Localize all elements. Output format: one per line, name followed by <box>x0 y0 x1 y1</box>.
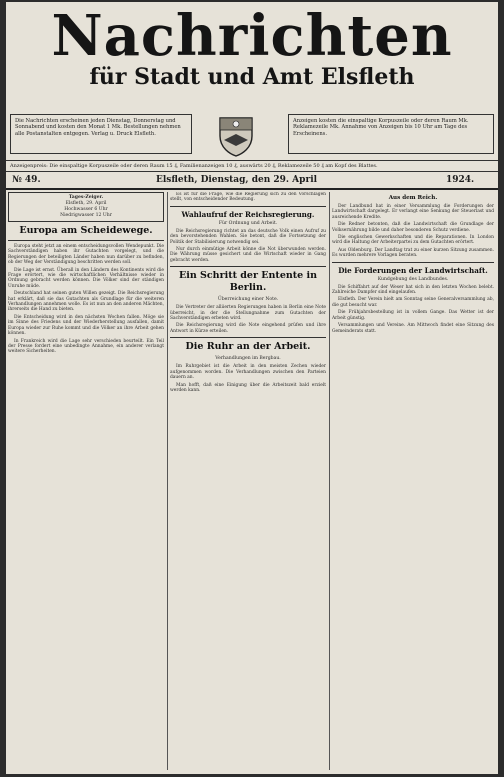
article-paragraph: Im Ruhrgebiet ist die Arbeit in den meisten Zechen wieder aufgenommen worden. Die Verhandlungen zwischen den Parteien dauern an. <box>170 364 326 381</box>
article-paragraph: Die Redner betonten, daß die Landwirtschaft die Grundlage der Volksernährung bilde und daher besonderen Schutz verdiene. <box>332 222 494 233</box>
issue-date: Elsfleth, Dienstag, den 29. April <box>156 175 318 185</box>
article-paragraph: Aus Oldenburg. Der Landtag trat zu einer kurzen Sitzung zusammen. Es wurden mehrere Vorlagen beraten. <box>332 247 494 259</box>
article-paragraph: Die Schiffahrt auf der Weser hat sich in den letzten Wochen belebt. Zahlreiche Dampfer sind eingelaufen. <box>332 284 494 296</box>
column-1 <box>8 192 164 770</box>
article-paragraph: Der Landbund hat in einer Versammlung die Forderungen der Landwirtschaft dargelegt. Er verlangt eine Senkung der Steuerlast und ausreichende Kredite. <box>332 204 494 220</box>
subscription-info-box: Die Nachrichten erscheinen jeden Dienstag, Donnerstag und Sonnabend und kosten den Monat 1 Mk. Bestellungen nehmen alle Postanstalten entgegen. Verlag u. Druck Elsfleth. <box>10 114 192 154</box>
article-headline: Europa am Scheidewege. <box>19 225 153 236</box>
dateline <box>6 172 498 190</box>
coat-of-arms-icon <box>214 112 258 158</box>
article-paragraph: Europa steht jetzt an einem entscheidungsvollen Wendepunkt. Die Sachverständigen haben ihr Gutachten vorgelegt, und die Regierungen der beteiligten Länder haben nun darüber zu befinden, ob der Weg der Verständigung beschritten werden soll. <box>8 244 164 266</box>
article-subheadline: Für Ordnung und Arbeit. <box>218 220 278 226</box>
article-paragraph: Die Vertreter der alliierten Regierungen haben in Berlin eine Note überreicht, in der die Stellungnahme zum Gutachten der Sachverständigen erbeten wird. <box>170 305 326 322</box>
newspaper-subtitle: für Stadt und Amt Elsfleth <box>89 64 415 90</box>
article-paragraph: Nur durch einmütige Arbeit könne die Not überwunden werden. Die Währung müsse gesichert und die Wirtschaft wieder in Gang gebracht werden. <box>170 247 326 263</box>
price-line: Anzeigenpreis: Die einspaltige Korpuszeile oder deren Raum 15 ₰, Familienanzeigen 10 ₰, auswärts 20 ₰, Reklamezeile 50 ₰ am Kopf des Blattes. <box>6 160 498 172</box>
divider <box>170 266 326 267</box>
tide-table-box <box>8 192 164 222</box>
issue-year: 1924. <box>446 175 475 185</box>
tide-table-title: Tages-Zeiger. <box>68 195 104 200</box>
article-paragraph: In Frankreich wird die Lage sehr verschieden beurteilt. Ein Teil der Presse fordert eine unbedingte Annahme, ein anderer verlangt weitere Sicherheiten. <box>8 338 164 355</box>
tide-line: Niedrigwasser 12 Uhr <box>60 213 112 218</box>
article-paragraph: Die Reichsregierung richtet an das deutsche Volk einen Aufruf zu den bevorstehenden Wahlen. Sie betont, daß die Fortsetzung der Politik der Stabilisierung notwendig sei. <box>170 228 326 245</box>
newspaper-page <box>6 2 498 774</box>
column-rule <box>329 192 330 770</box>
article-paragraph: Deutschland hat seinen guten Willen gezeigt. Die Reichsregierung hat erklärt, daß sie das Gutachten als Grundlage für die weiteren Verhandlungen annehmen wolle. Es ist nun an den anderen Mächten, ihrerseits die Hand zu bieten. <box>8 291 164 313</box>
divider <box>170 206 326 207</box>
article-headline: Die Ruhr an der Arbeit. <box>185 341 311 353</box>
tide-line: Hochwasser 6 Uhr <box>64 207 108 212</box>
column-2 <box>170 192 326 770</box>
article-subheadline: Verhandlungen im Bergbau. <box>215 356 281 362</box>
divider <box>8 240 164 241</box>
article-paragraph: Die englischen Gewerkschaften und die Reparationen. In London wird die Haltung der Arbeiterpartei zu dem Gutachten erörtert. <box>332 235 494 246</box>
article-paragraph: Die Entscheidung wird in den nächsten Wochen fallen. Möge sie im Sinne des Friedens und der Wiederherstellung ausfallen, damit Europa wieder zur Ruhe kommt und die Völker an ihre Arbeit gehen können. <box>8 314 164 337</box>
column-rule <box>167 192 168 770</box>
article-headline: Ein Schritt der Entente in Berlin. <box>178 270 318 294</box>
newspaper-title: Nachrichten <box>51 3 453 69</box>
divider <box>170 337 326 338</box>
article-headline: Die Forderungen der Landwirtschaft. <box>338 265 488 275</box>
article-paragraph: Man hofft, daß eine Einigung über die Arbeitszeit bald erzielt werden kann. <box>170 382 326 393</box>
article-paragraph: Die Reichsregierung wird die Note eingehend prüfen und ihre Antwort in Kürze erteilen. <box>170 323 326 334</box>
advertising-info-box: Anzeigen kosten die einspaltige Korpuszeile oder deren Raum Mk. Reklamezeile Mk. Annahme von Anzeigen bis 10 Uhr am Tage des Erscheinens. <box>288 114 494 154</box>
article-headline: Wahlaufruf der Reichsregierung. <box>181 209 315 219</box>
article-paragraph: Die Frühjahrsbestellung ist in vollem Gange. Das Wetter ist der Arbeit günstig. <box>332 310 494 321</box>
article-paragraph: Versammlungen und Vereine. Am Mittwoch findet eine Sitzung des Gemeinderats statt. <box>332 323 494 334</box>
section-label: Aus dem Reich. <box>388 195 438 201</box>
masthead <box>6 2 498 112</box>
divider <box>332 262 494 263</box>
article-paragraph: Es ist für die Frage, wie die Regierung sich zu den Vorschlägen stellt, von entscheidender Bedeutung. <box>170 192 326 203</box>
column-3 <box>332 192 494 770</box>
article-paragraph: Die Lage ist ernst. Überall in den Ländern des Kontinents wird die Frage erörtert, wie die wirtschaftlichen Verhältnisse wieder in Ordnung gebracht werden können. Die Völker sind der ständigen Unruhe müde. <box>8 267 164 289</box>
issue-number: № 49. <box>12 175 41 185</box>
article-subheadline: Kundgebung des Landbundes. <box>377 276 449 282</box>
article-paragraph: Elsfleth. Der Verein hielt am Sonntag seine Generalversammlung ab, die gut besucht war. <box>332 297 494 308</box>
tide-line: Elsfleth, 29. April <box>65 201 107 206</box>
article-subheadline: Überreichung einer Note. <box>217 297 279 303</box>
